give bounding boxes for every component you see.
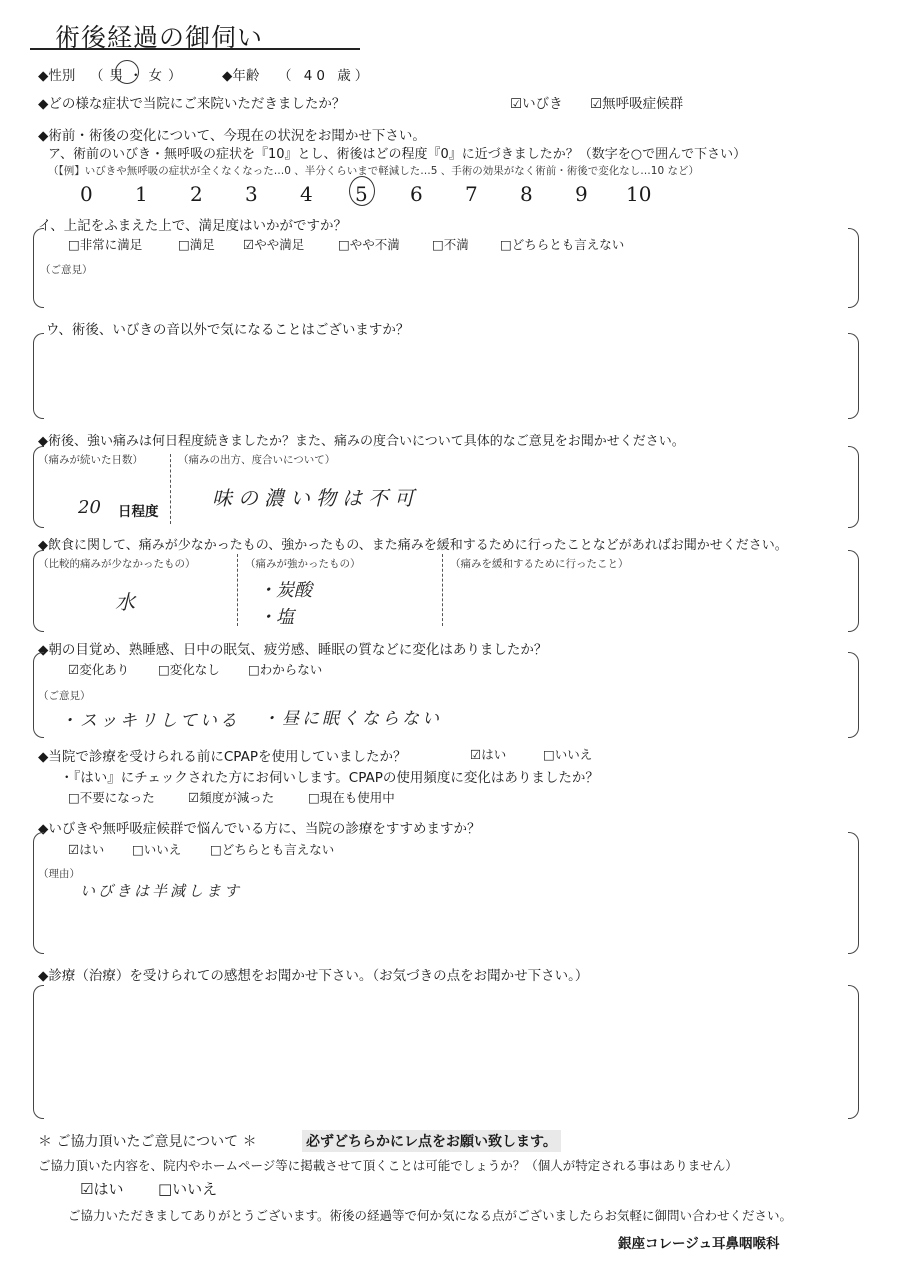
sleep-option-unknown[interactable]: □わからない [248, 662, 323, 677]
sleep-comment-1[interactable]: ・スッキリしている [60, 711, 240, 731]
satisfaction-opinion-label: （ご意見） [40, 264, 93, 276]
question-pain: ◆術後、強い痛みは何日程度続きましたか？また、痛みの度合いについて具体的なご意見をお聞かせください。 [38, 434, 685, 449]
pain-divider [170, 454, 171, 524]
recommend-bracket-right [848, 832, 859, 954]
food-bracket-right [848, 550, 859, 632]
question-satisfaction: イ、上記をふまえた上で、満足度はいかがですか？ [38, 218, 348, 234]
scale-6[interactable]: 6 [410, 182, 423, 206]
consent-heading: ＊ ご協力頂いたご意見について ＊ [38, 1134, 257, 1150]
food-divider-2 [442, 554, 443, 626]
cpap-freq-option-reduced[interactable]: ☑頻度が減った [188, 790, 275, 805]
question-change: ◆術前・術後の変化について、今現在の状況をお聞かせ下さい。 [38, 128, 426, 144]
sleep-bracket-right [848, 652, 859, 738]
consent-instruction: 必ずどちらかにレ点をお願い致します。 [302, 1130, 561, 1152]
title-underline [30, 48, 360, 50]
food-less-value[interactable]: 水 [115, 590, 135, 614]
question-sleep: ◆朝の目覚め、熟睡感、日中の眠気、疲労感、睡眠の質などに変化はありましたか？ [38, 642, 548, 658]
impression-bracket-right [848, 985, 859, 1119]
cpap-option-no[interactable]: □いいえ [543, 747, 593, 762]
age-label: ◆年齢 [222, 68, 260, 84]
consent-question: ご協力頂いた内容を、院内やホームページ等に掲載させて頂くことは可能でしょうか？（個人が特定される事はありません） [38, 1158, 738, 1173]
checkbox-apnea[interactable]: ☑無呼吸症候群 [590, 96, 684, 112]
scale-selected-circle [349, 176, 375, 206]
scale-10[interactable]: 10 [626, 182, 652, 206]
scale-0[interactable]: 0 [80, 182, 93, 206]
recommend-option-yes[interactable]: ☑はい [68, 842, 105, 857]
pain-days-label: （痛みが続いた日数） [38, 454, 143, 466]
recommend-option-neither[interactable]: □どちらとも言えない [210, 842, 335, 857]
scale-4[interactable]: 4 [300, 182, 313, 206]
gender-label: ◆性別 [38, 68, 76, 84]
pain-detail-value[interactable]: 味の濃い物は不可 [212, 486, 420, 510]
question-change-a: ア、術前のいびき・無呼吸の症状を『10』とし、術後はどの程度『0』に近づきましたか？（数字を○で囲んで下さい） [48, 147, 747, 162]
cpap-freq-option-not-needed[interactable]: □不要になった [68, 790, 155, 805]
age-field[interactable]: （ 40 歳） [278, 68, 373, 84]
food-less-label: （比較的痛みが少なかったもの） [38, 558, 196, 570]
cpap-option-yes[interactable]: ☑はい [470, 747, 507, 762]
cpap-freq-option-still-using[interactable]: □現在も使用中 [308, 790, 395, 805]
food-more-value-1[interactable]: ・炭酸 [258, 580, 312, 601]
question-concern: ウ、術後、いびきの音以外で気になることはございますか？ [46, 322, 410, 338]
food-relief-label: （痛みを緩和するために行ったこと） [450, 558, 629, 570]
checkbox-snoring[interactable]: ☑いびき [510, 96, 563, 112]
food-more-value-2[interactable]: ・塩 [258, 607, 294, 628]
concern-bracket-left [33, 333, 44, 419]
reason-label: （理由） [38, 868, 80, 880]
scale-9[interactable]: 9 [575, 182, 588, 206]
sleep-comment-2[interactable]: ・昼に眠くならない [262, 709, 442, 729]
scale-2[interactable]: 2 [190, 182, 203, 206]
impression-bracket-left [33, 985, 44, 1119]
clinic-name: 銀座コレージュ耳鼻咽喉科 [618, 1236, 780, 1252]
recommend-option-no[interactable]: □いいえ [132, 842, 182, 857]
gender-selected-circle [115, 60, 139, 84]
food-divider-1 [237, 554, 238, 626]
consent-option-no[interactable]: □いいえ [158, 1180, 218, 1198]
food-more-label: （痛みが強かったもの） [245, 558, 361, 570]
recommend-bracket-left [33, 832, 44, 954]
change-example: （【例】いびきや無呼吸の症状が全くなくなった…0 、半分くらいまで軽減した…5 、手術の効果がなく術前・術後で変化なし…10 など） [48, 165, 699, 177]
question-recommend: ◆いびきや無呼吸症候群で悩んでいる方に、当院の診療をすすめますか？ [38, 821, 481, 837]
satisfaction-option-somewhat-satisfied[interactable]: ☑やや満足 [243, 237, 305, 252]
satisfaction-option-very-satisfied[interactable]: □非常に満足 [68, 237, 143, 252]
sleep-option-changed[interactable]: ☑変化あり [68, 662, 130, 677]
scale-1[interactable]: 1 [135, 182, 148, 206]
pain-detail-label: （痛みの出方、度合いについて） [178, 454, 336, 466]
gender-field[interactable]: （男・女） [90, 68, 188, 84]
sleep-opinion-label: （ご意見） [38, 690, 91, 702]
satisfaction-option-dissatisfied[interactable]: □不満 [432, 237, 469, 252]
satisfaction-option-satisfied[interactable]: □満足 [178, 237, 215, 252]
concern-bracket-right [848, 333, 859, 419]
scale-3[interactable]: 3 [245, 182, 258, 206]
pain-days-value[interactable]: 20 [78, 497, 101, 518]
page-title: 術後経過の御伺い [55, 23, 264, 52]
question-symptom: ◆どの様な症状で当院にご来院いただきましたか？ [38, 96, 346, 112]
reason-value[interactable]: いびきは半減します [80, 882, 243, 900]
satisfaction-option-neither[interactable]: □どちらとも言えない [500, 237, 625, 252]
scale-7[interactable]: 7 [465, 182, 478, 206]
scale-5[interactable]: 5 [355, 182, 368, 206]
satisfaction-bracket-right [848, 228, 859, 308]
question-impression: ◆診療（治療）を受けられての感想をお聞かせ下さい。（お気づきの点をお聞かせ下さい。） [38, 968, 589, 984]
scale-8[interactable]: 8 [520, 182, 533, 206]
question-food: ◆飲食に関して、痛みが少なかったもの、強かったもの、また痛みを緩和するために行ったことなどがあればお聞かせください。 [38, 538, 788, 553]
question-cpap: ◆当院で診療を受けられる前にCPAPを使用していましたか？ [38, 749, 407, 765]
sleep-option-no-change[interactable]: □変化なし [158, 662, 220, 677]
thanks-message: ご協力いただきましてありがとうございます。術後の経過等で何か気になる点がございましたらお気軽に御問い合わせください。 [68, 1208, 793, 1223]
consent-option-yes[interactable]: ☑はい [80, 1180, 124, 1198]
pain-bracket-right [848, 446, 859, 528]
satisfaction-option-somewhat-dissatisfied[interactable]: □やや不満 [338, 237, 400, 252]
question-cpap-frequency: ・『はい』にチェックされた方にお伺いします。CPAPの使用頻度に変化はありましたか？ [60, 770, 599, 786]
pain-days-suffix: 日程度 [118, 504, 159, 520]
